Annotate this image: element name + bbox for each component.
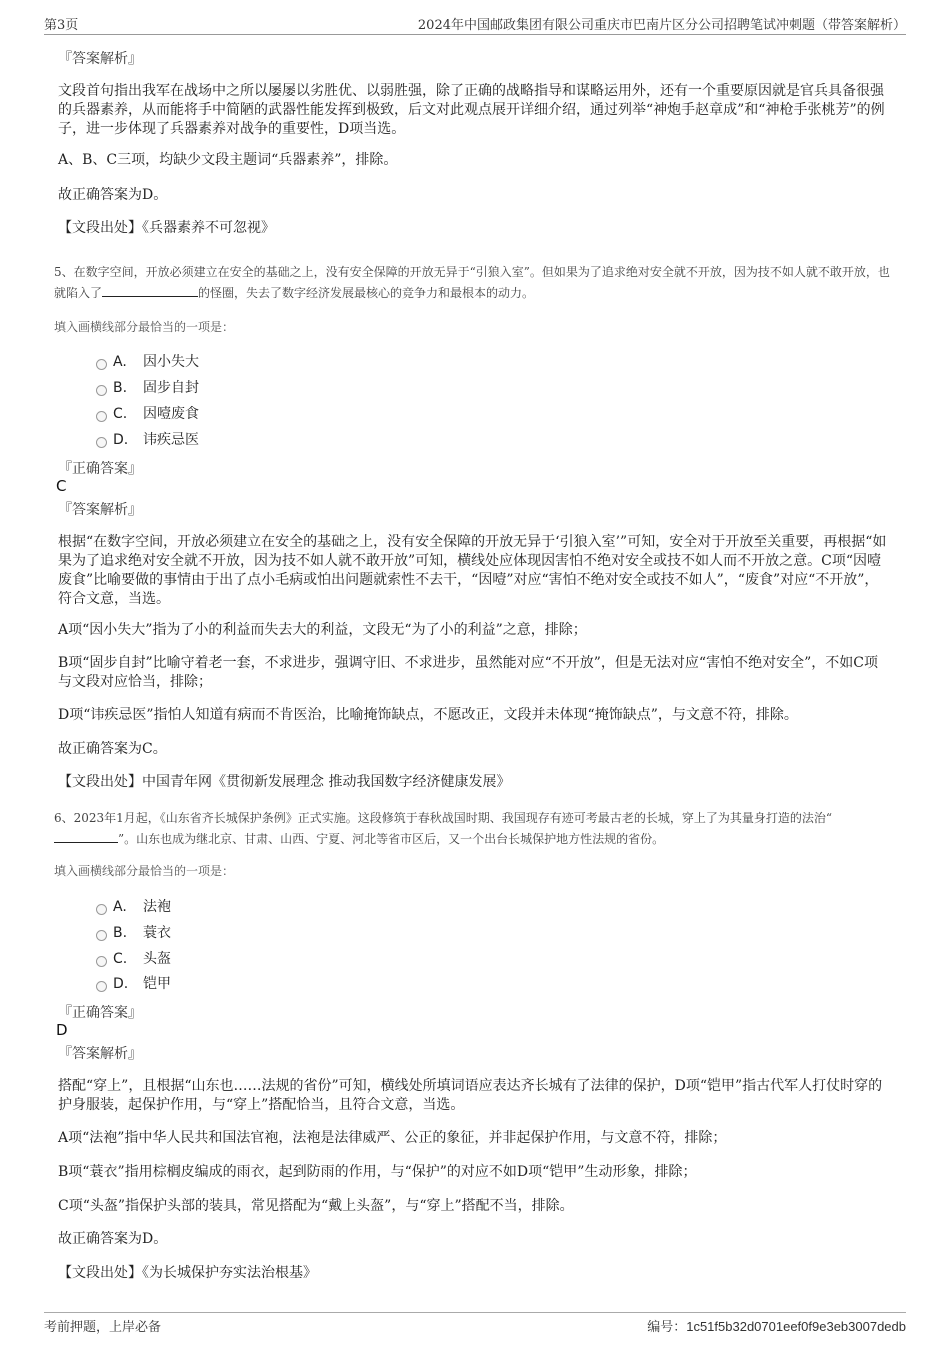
radio-icon[interactable] [96, 904, 107, 915]
conclusion: 故正确答案为C。 [58, 741, 167, 757]
conclusion: 故正确答案为D。 [58, 187, 168, 203]
correct-answer: D [56, 1021, 68, 1039]
option-d[interactable]: D. 铠甲 [96, 974, 171, 994]
analysis-label: 『答案解析』 [58, 51, 142, 67]
radio-icon[interactable] [96, 930, 107, 941]
correct-answer: C [56, 477, 67, 495]
page-number: 第3页 [44, 18, 79, 33]
analysis-paragraph: B项“蓑衣”指用棕榈皮编成的雨衣，起到防雨的作用，与“保护”的对应不如D项“铠甲”生动形象，排除； [58, 1164, 697, 1180]
question-instruction: 填入画横线部分最恰当的一项是： [54, 864, 235, 878]
page-header [44, 14, 906, 35]
analysis-paragraph: B项“固步自封”比喻守着老一套，不求进步，强调守旧、不求进步，虽然能对应“不开放”，但是无法对应“害怕不绝对安全”，不如C项与文段对应恰当，排除； [58, 655, 878, 690]
footer-slogan: 考前押题，上岸必备 [44, 1320, 162, 1335]
source-citation: 【文段出处】《兵器素养不可忽视》 [58, 220, 275, 236]
option-b[interactable]: B. 蓑衣 [96, 923, 171, 943]
analysis-label: 『答案解析』 [58, 502, 142, 518]
document-title: 2024年中国邮政集团有限公司重庆市巴南片区分公司招聘笔试冲刺题（带答案解析） [417, 18, 906, 33]
option-c[interactable]: C. 因噎废食 [96, 404, 199, 424]
correct-answer-label: 『正确答案』 [58, 1005, 142, 1021]
option-d[interactable]: D. 讳疾忌医 [96, 430, 199, 450]
analysis-paragraph: D项“讳疾忌医”指怕人知道有病而不肯医治，比喻掩饰缺点，不愿改正，文段并未体现“掩饰缺点”，与文意不符，排除。 [58, 707, 798, 723]
analysis-paragraph: 搭配“穿上”，且根据“山东也……法规的省份”可知，横线处所填词语应表达齐长城有了法律的保护，D项“铠甲”指古代军人打仗时穿的护身服装，起保护作用，与“穿上”搭配恰当，且符合文意，当选。 [58, 1078, 883, 1113]
option-b[interactable]: B. 固步自封 [96, 378, 199, 398]
conclusion: 故正确答案为D。 [58, 1231, 168, 1247]
analysis-paragraph: A项“法袍”指中华人民共和国法官袍，法袍是法律威严、公正的象征，并非起保护作用，与文意不符，排除； [58, 1130, 727, 1146]
analysis-paragraph: A、B、C三项，均缺少文段主题词“兵器素养”，排除。 [58, 152, 398, 168]
option-c[interactable]: C. 头盔 [96, 949, 171, 969]
source-citation: 【文段出处】《为长城保护夯实法治根基》 [58, 1265, 317, 1281]
source-citation: 【文段出处】中国青年网《贯彻新发展理念 推动我国数字经济健康发展》 [58, 774, 511, 790]
question-instruction: 填入画横线部分最恰当的一项是： [54, 320, 235, 334]
fill-blank [102, 284, 198, 297]
radio-icon[interactable] [96, 981, 107, 992]
radio-icon[interactable] [96, 359, 107, 370]
option-a[interactable]: A. 因小失大 [96, 352, 199, 372]
radio-icon[interactable] [96, 385, 107, 396]
question-stem: 5、在数字空间，开放必须建立在安全的基础之上，没有安全保障的开放无异于“引狼入室”。但如果为了追求绝对安全就不开放，因为技不如人就不敢开放，也就陷入了 的怪圈，失去了数字经济发展最核心的竞争力和最根本的动力。 [54, 265, 890, 300]
analysis-label: 『答案解析』 [58, 1046, 142, 1062]
radio-icon[interactable] [96, 956, 107, 967]
question-stem: 6、2023年1月起，《山东省齐长城保护条例》正式实施。这段修筑于春秋战国时期、我国现存有迹可考最古老的长城，穿上了为其量身打造的法治“”。山东也成为继北京、甘肃、山西、宁夏、河北等省市区后，又一个出台长城保护地方性法规的省份。 [54, 811, 832, 846]
analysis-paragraph: 根据“在数字空间，开放必须建立在安全的基础之上，没有安全保障的开放无异于‘引狼入室’”可知，安全对于开放至关重要，再根据“如果为了追求绝对安全就不开放，因为技不如人就不敢开放”可知，横线处应体现因害怕不绝对安全或技不如人而不开放之意。C项“因噎废食”比喻要做的事情由于出了点小毛病或怕出问题就索性不去干，“因噎”对应“害怕不绝对安全或技不如人”，“废食”对应“不开放”，符合文意，当选。 [58, 534, 887, 607]
fill-blank [54, 830, 118, 843]
analysis-paragraph: 文段首句指出我军在战场中之所以屡屡以劣胜优、以弱胜强，除了正确的战略指导和谋略运用外，还有一个重要原因就是官兵具备很强的兵器素养，从而能将手中简陋的武器性能发挥到极致，后文对此观点展开详细介绍，通过列举“神炮手赵章成”和“神枪手张桃芳”的例子，进一步体现了兵器素养对战争的重要性，D项当选。 [58, 83, 885, 137]
analysis-paragraph: A项“因小失大”指为了小的利益而失去大的利益，文段无“为了小的利益”之意，排除； [58, 622, 587, 638]
radio-icon[interactable] [96, 411, 107, 422]
option-a[interactable]: A. 法袍 [96, 897, 171, 917]
correct-answer-label: 『正确答案』 [58, 461, 142, 477]
document-id: 编号：1c51f5b32d0701eef0f9e3eb3007dedb [647, 1319, 906, 1334]
radio-icon[interactable] [96, 437, 107, 448]
page-footer [44, 1312, 906, 1335]
analysis-paragraph: C项“头盔”指保护头部的装具，常见搭配为“戴上头盔”，与“穿上”搭配不当，排除。 [58, 1198, 574, 1214]
